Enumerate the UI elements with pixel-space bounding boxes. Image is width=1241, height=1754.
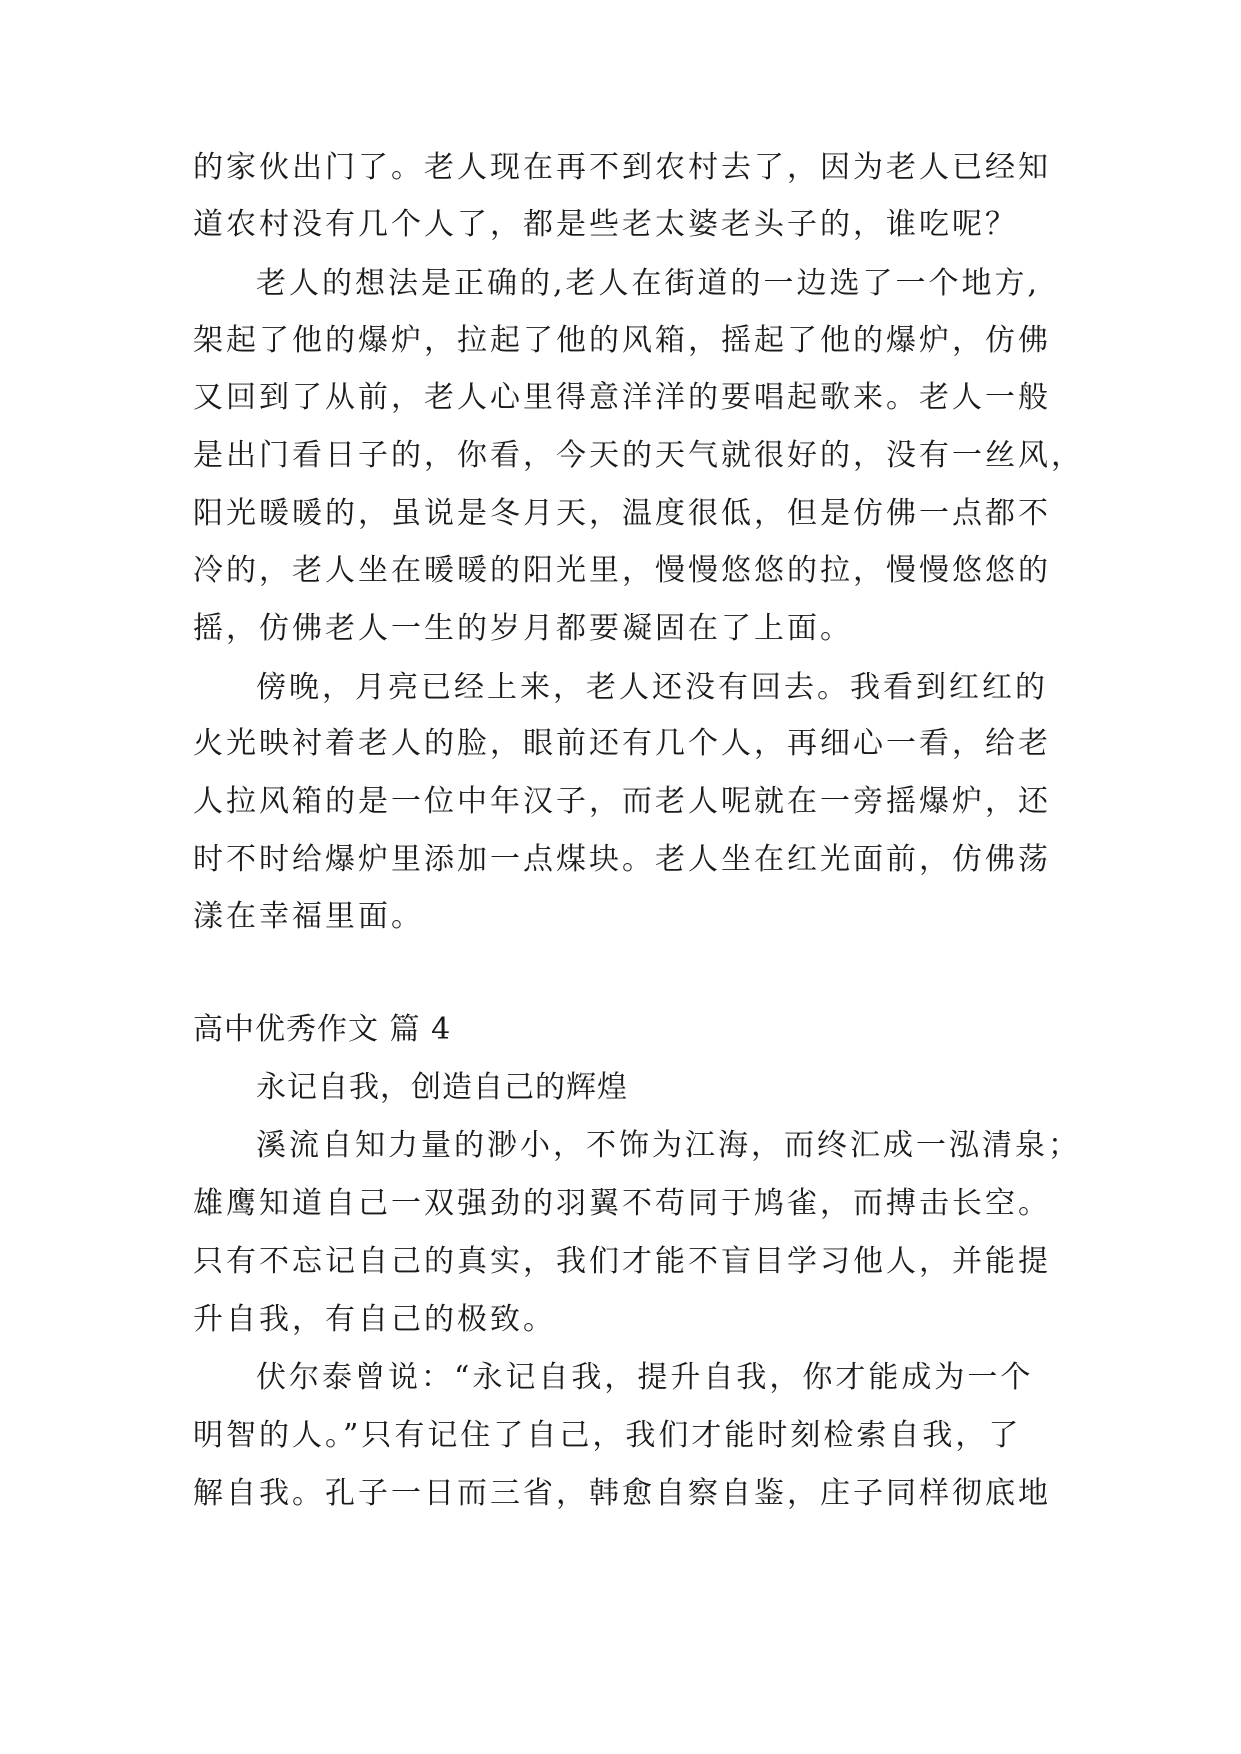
paragraph-line: 解自我。孔子一日而三省，韩愈自察自鉴，庄子同样彻底地 <box>193 1476 1051 1511</box>
paragraph-line: 时不时给爆炉里添加一点煤块。老人坐在红光面前，仿佛荡 <box>193 842 1051 877</box>
paragraph-line: 架起了他的爆炉，拉起了他的风箱，摇起了他的爆炉，仿佛 <box>193 323 1051 358</box>
paragraph-line: 道农村没有几个人了，都是些老太婆老头子的，谁吃呢？ <box>193 207 1018 242</box>
paragraph-line: 傍晚，月亮已经上来，老人还没有回去。我看到红红的 <box>256 670 1048 705</box>
paragraph-line: 又回到了从前，老人心里得意洋洋的要唱起歌来。老人一般 <box>193 380 1051 415</box>
paragraph-line: 伏尔泰曾说：“永记自我，提升自我，你才能成为一个 <box>256 1360 1034 1395</box>
paragraph-line: 漾在幸福里面。 <box>193 899 424 934</box>
paragraph-line: 摇，仿佛老人一生的岁月都要凝固在了上面。 <box>193 611 853 646</box>
paragraph-line: 只有不忘记自己的真实，我们才能不盲目学习他人，并能提 <box>193 1244 1051 1279</box>
section-heading: 高中优秀作文 篇 4 <box>193 1012 452 1047</box>
paragraph-line: 溪流自知力量的渺小，不饰为江海，而终汇成一泓清泉； <box>256 1128 1081 1163</box>
paragraph-line: 雄鹰知道自己一双强劲的羽翼不苟同于鸠雀，而搏击长空。 <box>193 1186 1051 1221</box>
paragraph-line: 阳光暖暖的，虽说是冬月天，温度很低，但是仿佛一点都不 <box>193 496 1051 531</box>
paragraph-line: 的家伙出门了。老人现在再不到农村去了，因为老人已经知 <box>193 150 1051 185</box>
paragraph-line: 火光映衬着老人的脸，眼前还有几个人，再细心一看，给老 <box>193 726 1051 761</box>
paragraph-line: 冷的，老人坐在暖暖的阳光里，慢慢悠悠的拉，慢慢悠悠的 <box>193 553 1051 588</box>
paragraph-line: 是出门看日子的，你看，今天的天气就很好的，没有一丝风， <box>193 438 1084 473</box>
paragraph-line: 明智的人。”只有记住了自己，我们才能时刻检索自我，了 <box>193 1418 1022 1453</box>
paragraph-line: 升自我，有自己的极致。 <box>193 1302 556 1337</box>
paragraph-line: 人拉风箱的是一位中年汉子，而老人呢就在一旁摇爆炉，还 <box>193 784 1051 819</box>
essay-title: 永记自我，创造自己的辉煌 <box>256 1070 628 1105</box>
paragraph-line: 老人的想法是正确的,老人在街道的一边选了一个地方, <box>256 266 1041 301</box>
